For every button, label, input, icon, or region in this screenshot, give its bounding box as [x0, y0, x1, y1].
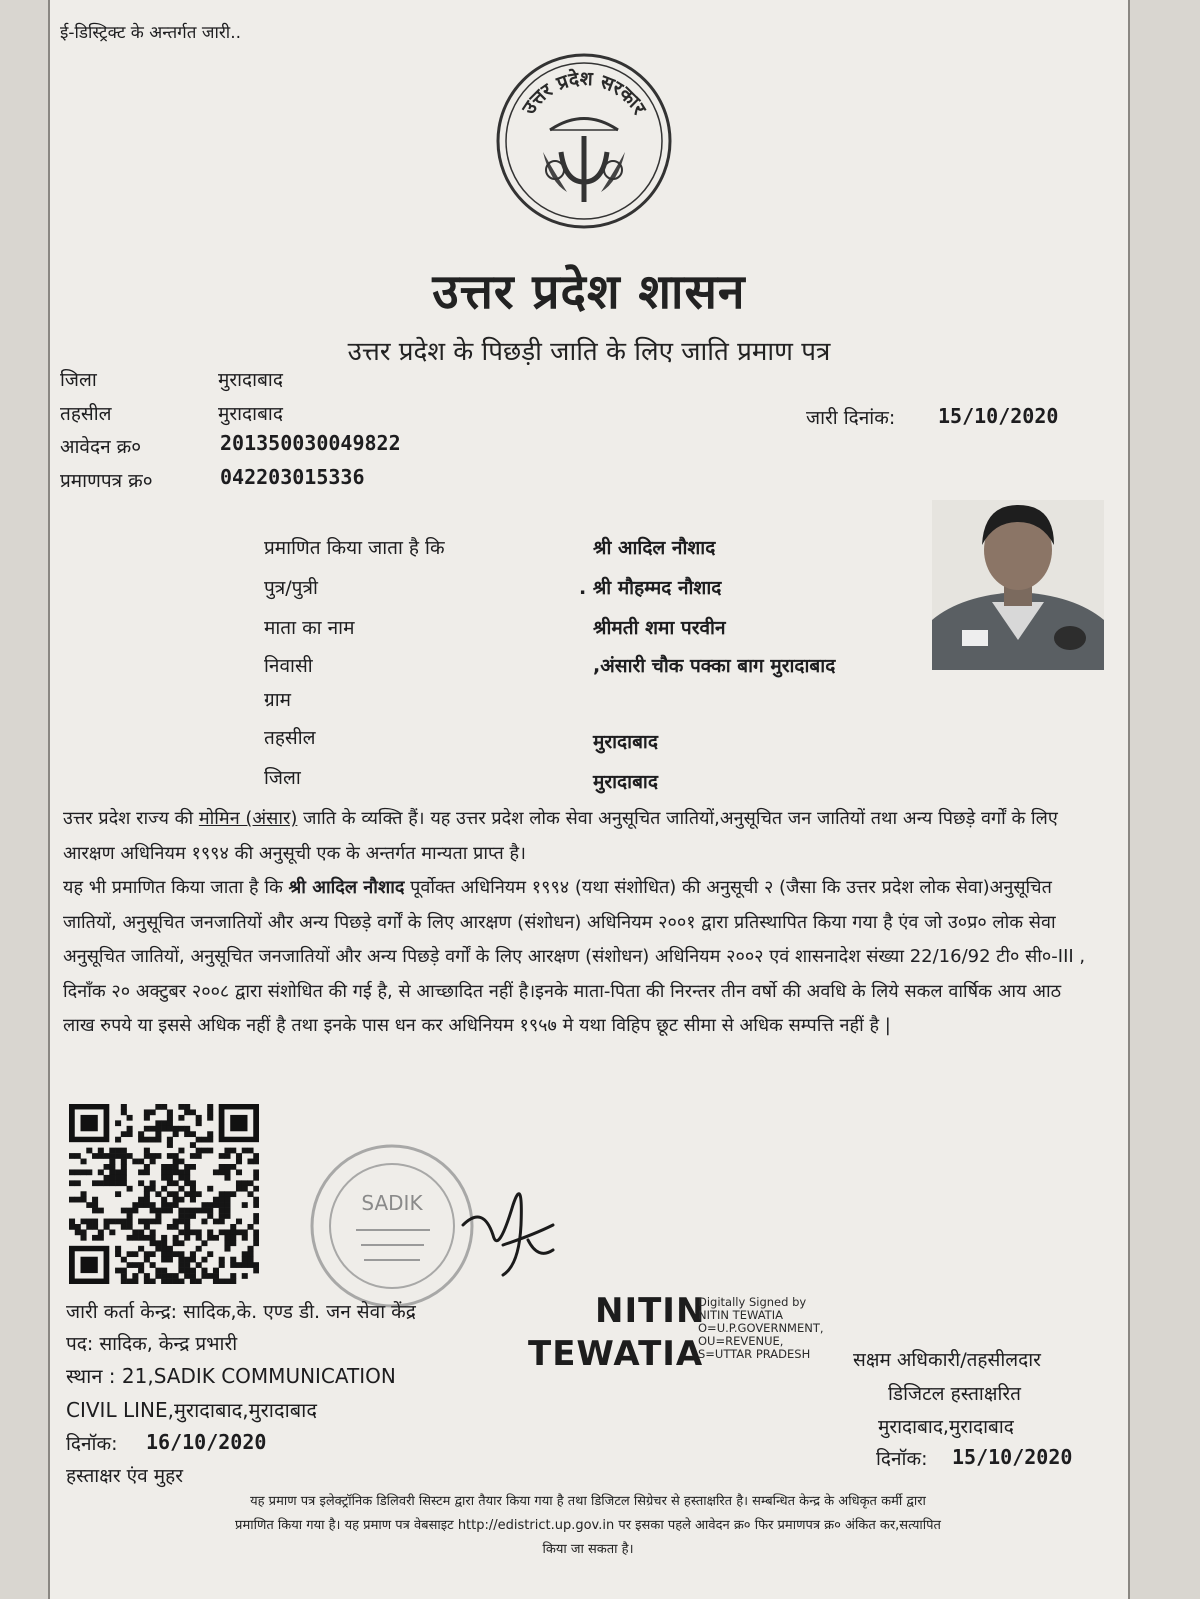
qr-code: [69, 1104, 259, 1284]
seal-text: उत्तर प्रदेश सरकार: [517, 67, 651, 119]
authority-title: सक्षम अधिकारी/तहसीलदार: [853, 1349, 1041, 1371]
parent-name: . श्री मौहम्मद नौशाद: [579, 577, 722, 599]
authority-date: 15/10/2020: [952, 1445, 1073, 1469]
person-district-value: मुरादाबाद: [593, 771, 658, 793]
footer-note: [68, 1490, 1108, 1562]
issue-date-label: जारी दिनांक:: [806, 407, 896, 429]
authority-date-label: दिनॉक:: [876, 1448, 928, 1470]
svg-text:उत्तर प्रदेश सरकार: [517, 67, 651, 119]
applicant-name: श्री आदिल नौशाद: [593, 537, 716, 559]
issuer-date: 16/10/2020: [146, 1430, 267, 1454]
mother-name: श्रीमती शमा परवीन: [593, 617, 726, 639]
issuing-centre: जारी कर्ता केन्द्र: सादिक,के. एण्ड डी. जन सेवा केंद्र: [66, 1301, 416, 1323]
resident-label: निवासी: [264, 655, 313, 677]
certificate-body: [63, 802, 1098, 1044]
signer-first-name: NITIN: [595, 1291, 706, 1331]
signature-label: हस्ताक्षर एंव मुहर: [66, 1465, 183, 1487]
page-title: उत्तर प्रदेश शासन: [432, 264, 746, 320]
handwritten-signature: [443, 1165, 563, 1285]
digital-signature-details: Digitally Signed by NITIN TEWATIA O=U.P.GOVERNMENT, OU=REVENUE, S=UTTAR PRADESH: [698, 1295, 824, 1361]
up-government-emblem: [495, 52, 673, 230]
mother-label: माता का नाम: [264, 617, 355, 639]
caste-name: मोमिन (अंसार): [198, 808, 298, 829]
body-paragraph-2: यह भी प्रमाणित किया जाता है कि श्री आदिल नौशाद पूर्वोक्त अधिनियम १९९४ (यथा संशोधित) की अनुसूची २ (जैसा कि उत्तर प्रदेश लोक सेवा)अनुसूचित जातियों, अनुसूचित जनजातियों और अन्य पिछड़े वर्गों के लिए आरक्षण (संशोधन) अधिनियम २००१ द्वारा प्रतिस्थापित किया गया है एंव जो उ०प्र० लोक सेवा अनुसूचित जातियों, अनुसूचित जनजातियों और अन्य पिछड़े वर्गों के लिए आरक्षण (संशोधन) अधिनियम २००२ एवं शासनादेश संख्या 22/16/92 टी० सी०-III , दिनाँक २० अक्टुबर २००८ द्वारा संशोधित की गई है, से आच्छादित नहीं है।इनके माता-पिता की निरन्तर तीन वर्षो की अवधि के लिये सकल वार्षिक आय आठ लाख रुपये या इससे अधिक नहीं है तथा इनके पास धन कर अधिनियम १९५७ मे यथा विहिप छूट सीमा से अधिक सम्पत्ति नहीं है |: [63, 877, 1086, 1036]
issuer-post: पद: सादिक, केन्द्र प्रभारी: [66, 1333, 238, 1355]
certificate-label: प्रमाणपत्र क्र०: [60, 470, 153, 492]
issuer-date-label: दिनॉक:: [66, 1433, 118, 1455]
authority-place: मुरादाबाद,मुरादाबाद: [878, 1416, 1014, 1438]
person-district-label: जिला: [264, 767, 301, 789]
applicant-photo: [932, 500, 1104, 670]
district-value: मुरादाबाद: [218, 369, 283, 391]
district-label: जिला: [60, 369, 97, 391]
certificate-page: [48, 0, 1130, 1599]
stamp-text: SADIK: [361, 1191, 423, 1215]
body-applicant-name: श्री आदिल नौशाद: [288, 877, 405, 898]
certificate-subtitle: उत्तर प्रदेश के पिछड़ी जाति के लिए जाति प्रमाण पत्र: [347, 337, 831, 367]
issuer-place-line2: CIVIL LINE,मुरादाबाद,मुरादाबाद: [66, 1398, 317, 1422]
parent-label: पुत्र/पुत्री: [264, 577, 318, 599]
footer-line-2: प्रमाणित किया गया है। यह प्रमाण पत्र वेबसाइट http://edistrict.up.gov.in पर इसका पहले आवेदन क्र० फिर प्रमाणपत्र क्र० अंकित कर,सत्यापित: [235, 1518, 941, 1533]
person-tehsil-label: तहसील: [264, 727, 316, 749]
issuer-place-line1: स्थान : 21,SADIK COMMUNICATION: [66, 1364, 396, 1388]
footer-line-1: यह प्रमाण पत्र इलेक्ट्रॉनिक डिलिवरी सिस्टम द्वारा तैयार किया गया है तथा डिजिटल सिग्रेचर से हस्ताक्षरित है। सम्बन्धित केन्द्र के अधिकृत कर्मी द्वारा: [250, 1494, 926, 1509]
tehsil-label: तहसील: [60, 403, 112, 425]
certify-label: प्रमाणित किया जाता है कि: [264, 537, 445, 559]
top-note: ई-डिस्ट्रिक्ट के अन्तर्गत जारी..: [60, 23, 242, 43]
signer-last-name: TEWATIA: [528, 1334, 704, 1374]
footer-line-3: किया जा सकता है।: [542, 1542, 634, 1557]
certificate-number: 042203015336: [220, 465, 365, 489]
authority-digital: डिजिटल हस्ताक्षरित: [888, 1383, 1021, 1405]
person-tehsil-value: मुरादाबाद: [593, 731, 658, 753]
issue-date: 15/10/2020: [938, 404, 1059, 428]
village-label: ग्राम: [264, 689, 291, 711]
tehsil-value: मुरादाबाद: [218, 403, 283, 425]
application-number: 201350030049822: [220, 431, 401, 455]
application-label: आवेदन क्र०: [60, 436, 142, 458]
resident-value: ,अंसारी चौक पक्का बाग मुरादाबाद: [593, 655, 836, 677]
body-paragraph-1: उत्तर प्रदेश राज्य की मोमिन (अंसार) जाति के व्यक्ति हैं। यह उत्तर प्रदेश लोक सेवा अनुसूचित जातियों,अनुसूचित जन जातियों तथा अन्य पिछड़े वर्गों के लिए आरक्षण अधिनियम १९९४ की अनुसूची एक के अन्तर्गत मान्यता प्राप्त है।: [63, 808, 1058, 864]
